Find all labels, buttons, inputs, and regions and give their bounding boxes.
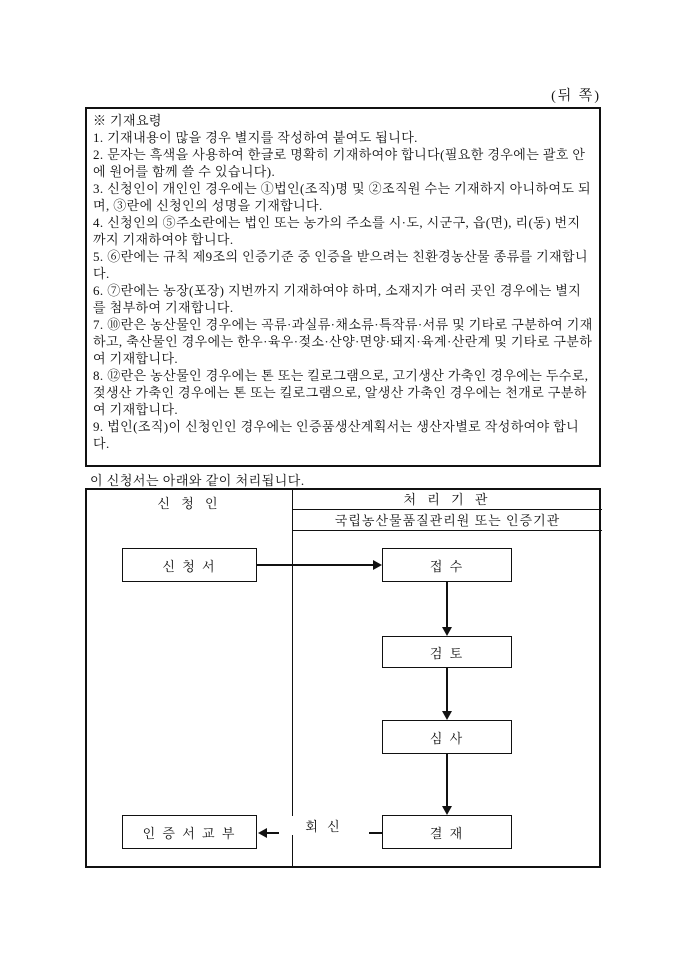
flow-box-certificate (122, 815, 257, 849)
instruction-item: 7. ⑩란은 농산물인 경우에는 곡류·과실류·채소류·특작류·서류 및 기타로 구분하여 기재하고, 축산물인 경우에는 한우·육우·젖소·산양·면양·돼지·육계·산란계 및 기타로 구분하여 기재합니다. (93, 317, 593, 366)
flow-box-receipt (382, 548, 512, 582)
instructions-box (85, 107, 601, 467)
reply-label: 회 신 (279, 816, 369, 835)
agency-column-subheader: 국립농산물품질관리원 또는 인증기관 (293, 511, 602, 531)
arrow-head-down-icon (442, 627, 452, 636)
instruction-item: 1. 기재내용이 많을 경우 별지를 작성하여 붙여도 됩니다. (93, 130, 418, 145)
agency-column-header: 처 리 기 관 (293, 490, 602, 510)
flow-box-approval (382, 815, 512, 849)
process-note: 이 신청서는 아래와 같이 처리됩니다. (90, 473, 305, 488)
flow-box-review (382, 636, 512, 668)
instruction-item: 6. ⑦란에는 농장(포장) 지번까지 기재하여야 하며, 소재지가 여러 곳인 경우에는 별지를 첨부하여 기재합니다. (93, 283, 582, 315)
flow-box-application (122, 548, 257, 582)
flowchart-table (85, 488, 601, 868)
flow-box-certificate-label: 인 증 서 교 부 (142, 825, 237, 841)
arrow-head-right-icon (373, 560, 382, 570)
arrow-line-application-to-receipt (257, 564, 374, 566)
instruction-item: 2. 문자는 흑색을 사용하여 한글로 명확히 기재하여야 합니다(필요한 경우에는 괄호 안에 원어를 함께 쓸 수 있습니다). (93, 147, 586, 179)
arrow-line-receipt-to-review (446, 582, 448, 628)
instruction-item: 5. ⑥란에는 규칙 제9조의 인증기준 중 인증을 받으려는 친환경농산물 종류를 기재합니다. (93, 249, 588, 281)
arrow-head-left-icon (258, 828, 267, 838)
instruction-item: 4. 신청인의 ⑤주소란에는 법인 또는 농가의 주소를 시·도, 시군구, 읍(면), 리(동) 번지까지 기재하여야 합니다. (93, 215, 581, 247)
column-divider (292, 490, 293, 866)
flow-box-review-label: 검 토 (429, 645, 465, 661)
flow-box-examination (382, 720, 512, 754)
applicant-column-header: 신 청 인 (157, 496, 222, 511)
instruction-item: 3. 신청인이 개인인 경우에는 ①법인(조직)명 및 ②조직원 수는 기재하지 아니하여도 되며, ③란에 신청인의 성명을 기재합니다. (93, 181, 591, 213)
flow-box-examination-label: 심 사 (429, 730, 465, 746)
instruction-item: 9. 법인(조직)이 신청인인 경우에는 인증품생산계획서는 생산자별로 작성하여야 합니다. (93, 419, 580, 451)
arrow-head-down-icon (442, 711, 452, 720)
flow-box-approval-label: 결 재 (429, 825, 465, 841)
arrow-line-examination-to-approval (446, 754, 448, 807)
instructions-title: ※ 기재요령 (93, 113, 162, 128)
flow-box-receipt-label: 접 수 (429, 558, 465, 574)
arrow-line-review-to-examination (446, 668, 448, 712)
flow-box-application-label: 신 청 서 (162, 558, 217, 574)
arrow-head-down-icon (442, 806, 452, 815)
corner-note: (뒤 쪽) (551, 89, 601, 104)
instruction-item: 8. ⑫란은 농산물인 경우에는 톤 또는 킬로그램으로, 고기생산 가축인 경우에는 두수로, 젖생산 가축인 경우에는 톤 또는 킬로그램으로, 알생산 가축인 경우에는 천개로 구분하여 기재합니다. (93, 368, 589, 417)
